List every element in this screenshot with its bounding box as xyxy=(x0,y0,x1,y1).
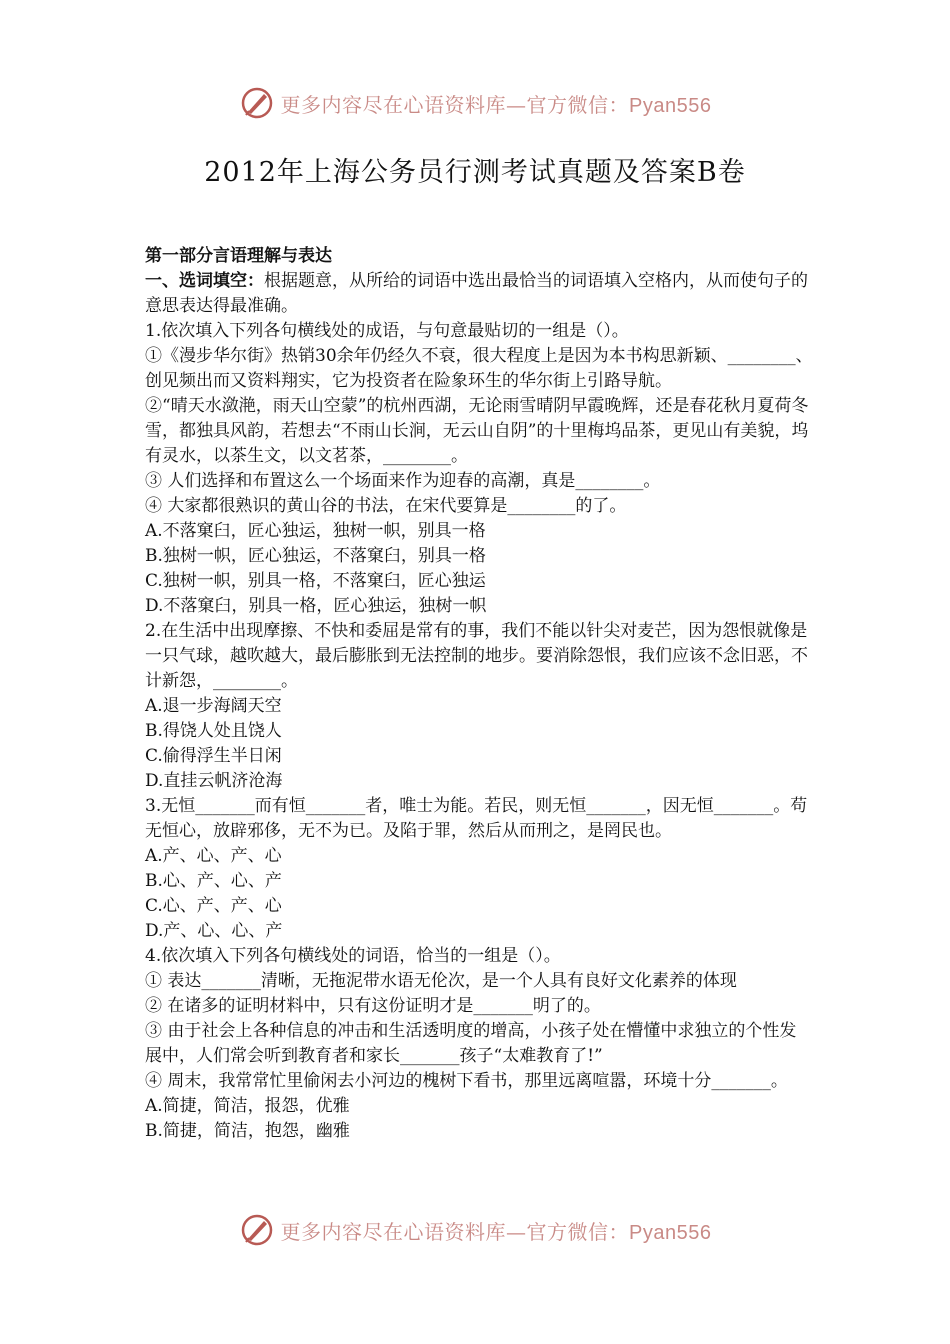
document-body xyxy=(145,244,813,1144)
instruction-paragraph xyxy=(145,269,813,319)
text-line: B.得饶人处且饶人 xyxy=(145,721,282,741)
quill-logo-icon xyxy=(239,85,275,121)
text-line: C.偷得浮生半日闲 xyxy=(145,746,282,766)
text-line: 4.依次填入下列各句横线处的词语，恰当的一组是（）。 xyxy=(145,946,561,966)
text-line: ④ 大家都很熟识的黄山谷的书法，在宋代要算是________的了。 xyxy=(145,496,627,516)
text-line: ②“晴天水潋滟，雨天山空蒙”的杭州西湖，无论雨雪晴阴早霞晚辉，还是春花秋月夏荷冬雪，都独具风韵，若想去“不雨山长涧，无云山自阴”的十里梅坞品茶，更见山有美貌，坞有灵水，以茶生文，以文茗茶，________。 xyxy=(145,396,809,466)
text-line: ④ 周末，我常常忙里偷闲去小河边的槐树下看书，那里远离喧嚣，环境十分_______。 xyxy=(145,1071,788,1091)
instruction-text: 根据题意，从所给的词语中选出最恰当的词语填入空格内，从而使句子的意思表达得最准确。 xyxy=(145,271,808,316)
watermark-text: 更多内容尽在心语资料库—官方微信：Pyan556 xyxy=(280,1219,712,1244)
text-line: C.独树一帜，别具一格，不落窠臼，匠心独运 xyxy=(145,571,486,591)
text-line: 1.依次填入下列各句横线处的成语，与句意最贴切的一组是（）。 xyxy=(145,321,629,341)
text-line: ② 在诸多的证明材料中，只有这份证明才是_______明了的。 xyxy=(145,996,601,1016)
quill-logo-icon xyxy=(239,1212,275,1248)
text-line: ③ 由于社会上各种信息的冲击和生活透明度的增高，小孩子处在懵懂中求独立的个性发展中，人们常会听到教育者和家长_______孩子“太难教育了!” xyxy=(145,1021,797,1066)
text-line: 3.无恒_______而有恒_______者，唯士为能。若民，则无恒_______，因无恒_______。苟无恒心，放辟邪侈，无不为已。及陷于罪，然后从而刑之，是罔民也。 xyxy=(145,796,808,841)
text-line: B.独树一帜，匠心独运，不落窠臼，别具一格 xyxy=(145,546,486,566)
watermark-footer xyxy=(0,1205,950,1255)
text-line: D.不落窠臼，别具一格，匠心独运，独树一帜 xyxy=(145,596,487,616)
text-line: B.心、产、心、产 xyxy=(145,871,282,891)
text-line: D.直挂云帆济沧海 xyxy=(145,771,283,791)
text-line: ① 表达_______清晰，无拖泥带水语无伦次，是一个人具有良好文化素养的体现 xyxy=(145,971,737,991)
page-title: 2012年上海公务员行测考试真题及答案B卷 xyxy=(204,157,746,188)
instruction-label: 一、选词填空： xyxy=(145,271,264,291)
text-line: A.不落窠臼，匠心独运，独树一帜，别具一格 xyxy=(145,521,486,541)
text-line: B.简捷，简洁，抱怨，幽雅 xyxy=(145,1121,350,1141)
watermark-text: 更多内容尽在心语资料库—官方微信：Pyan556 xyxy=(280,92,712,117)
text-line: 2.在生活中出现摩擦、不快和委屈是常有的事，我们不能以针尖对麦芒，因为怨恨就像是一只气球，越吹越大，最后膨胀到无法控制的地步。要消除怨恨，我们应该不念旧恶，不计新怨，________。 xyxy=(145,621,808,691)
text-line: A.简捷，简洁，报怨，优雅 xyxy=(145,1096,350,1116)
section-title: 第一部分言语理解与表达 xyxy=(145,246,332,266)
text-line: ①《漫步华尔街》热销30余年仍经久不衰，很大程度上是因为本书构思新颖、________、创见频出而又资料翔实，它为投资者在险象环生的华尔街上引路导航。 xyxy=(145,346,813,391)
text-line: C.心、产、产、心 xyxy=(145,896,282,916)
watermark-header xyxy=(0,78,950,128)
text-line: ③ 人们选择和布置这么一个场面来作为迎春的高潮，真是________。 xyxy=(145,471,661,491)
text-line: D.产、心、心、产 xyxy=(145,921,283,941)
text-line: A.退一步海阔天空 xyxy=(145,696,282,716)
text-line: A.产、心、产、心 xyxy=(145,846,282,866)
